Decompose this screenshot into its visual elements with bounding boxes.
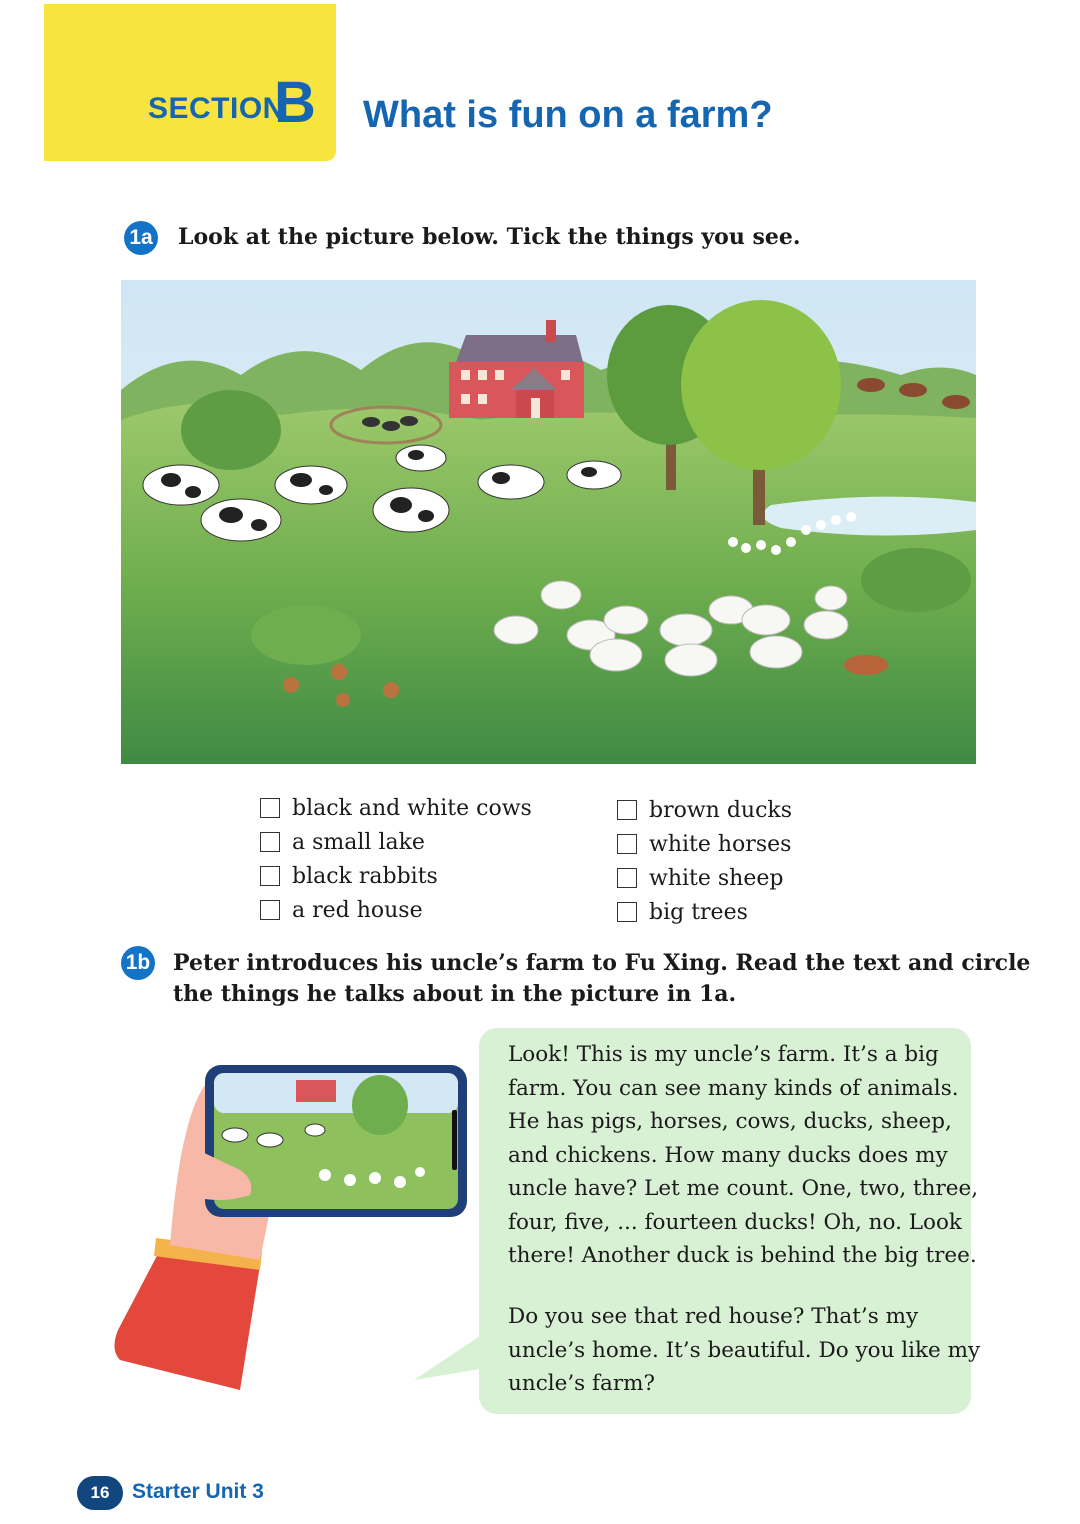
text-line: uncle have? Let me count. One, two, three, xyxy=(508,1176,979,1201)
checklist-label: a red house xyxy=(292,897,423,923)
section-label: SECTION xyxy=(148,92,285,125)
checklist-label: black rabbits xyxy=(292,863,438,889)
exercise-1b-instruction xyxy=(173,948,1030,1010)
text-line: and chickens. How many ducks does my xyxy=(508,1142,948,1168)
checkbox[interactable] xyxy=(260,798,280,818)
checkbox[interactable] xyxy=(260,866,280,886)
checklist-item[interactable] xyxy=(617,895,792,929)
checklist-item[interactable] xyxy=(260,893,532,927)
text-line: four, five, ... fourteen ducks! Oh, no. Look xyxy=(508,1209,962,1235)
checkbox[interactable] xyxy=(617,834,637,854)
text-line: uncle’s home. It’s beautiful. Do you like my xyxy=(508,1337,981,1363)
checkbox[interactable] xyxy=(260,832,280,852)
checkbox[interactable] xyxy=(617,902,637,922)
checklist-item[interactable] xyxy=(260,859,532,893)
checkbox[interactable] xyxy=(617,868,637,888)
checklist-item[interactable] xyxy=(617,793,792,827)
text-line: Do you see that red house? That’s my xyxy=(508,1304,919,1329)
checklist-item[interactable] xyxy=(260,791,532,825)
checklist-label: big trees xyxy=(649,899,748,925)
page-title: What is fun on a farm? xyxy=(363,94,773,136)
text-line: there! Another duck is behind the big tree. xyxy=(508,1243,977,1268)
paragraph-1 xyxy=(508,1038,978,1273)
instruction-line: the things he talks about in the picture in 1a. xyxy=(173,981,737,1007)
checklist-item[interactable] xyxy=(617,861,792,895)
hand-holding-phone-illustration xyxy=(110,1060,480,1400)
section-letter: B xyxy=(274,70,316,135)
text-line: farm. You can see many kinds of animals. xyxy=(508,1075,959,1101)
paragraph-2 xyxy=(508,1300,980,1401)
farm-illustration xyxy=(121,280,976,764)
exercise-1a-instruction: Look at the picture below. Tick the things you see. xyxy=(178,224,801,250)
text-line: Look! This is my uncle’s farm. It’s a big xyxy=(508,1042,939,1067)
text-line: He has pigs, horses, cows, ducks, sheep, xyxy=(508,1109,952,1134)
checklist-label: black and white cows xyxy=(292,795,532,821)
exercise-1b-badge: 1b xyxy=(121,946,155,980)
checklist-label: white horses xyxy=(649,831,792,857)
checkbox[interactable] xyxy=(617,800,637,820)
page-number: 16 xyxy=(77,1476,123,1510)
checklist-label: a small lake xyxy=(292,829,425,855)
checkbox[interactable] xyxy=(260,900,280,920)
checklist-item[interactable] xyxy=(617,827,792,861)
checklist-label: white sheep xyxy=(649,865,784,891)
checklist-left xyxy=(260,791,532,927)
checklist-right xyxy=(617,793,792,929)
instruction-line: Peter introduces his uncle’s farm to Fu Xing. Read the text and circle xyxy=(173,950,1031,976)
text-line: uncle’s farm? xyxy=(508,1371,656,1396)
checklist-label: brown ducks xyxy=(649,797,793,823)
checklist-item[interactable] xyxy=(260,825,532,859)
exercise-1a-badge: 1a xyxy=(124,221,158,255)
unit-label: Starter Unit 3 xyxy=(132,1480,264,1503)
